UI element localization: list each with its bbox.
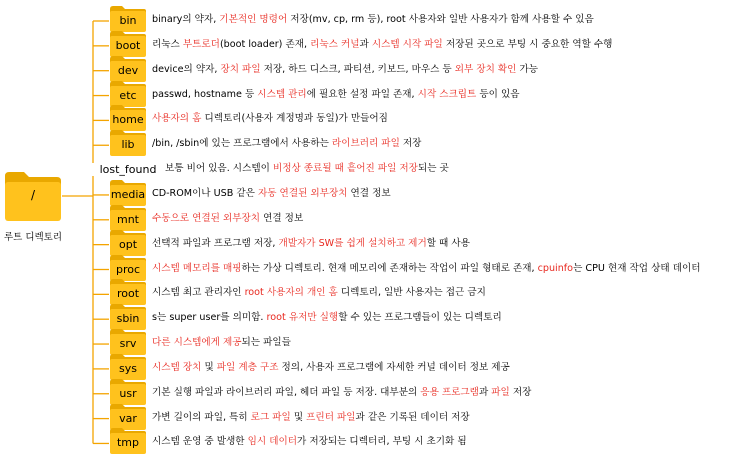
folder-lost-found — [99, 154, 157, 182]
highlighted-text: 수동으로 연결된 외부장치 — [152, 212, 261, 224]
directory-description — [152, 238, 470, 250]
description-text: 디렉토리(사용자 계정명과 동일)가 만들어짐 — [201, 113, 388, 125]
highlighted-text: 시스템 메모리를 매핑 — [152, 262, 242, 274]
description-text: 에 필요한 설정 파일 존재, — [306, 88, 418, 100]
highlighted-text: 시스템 관리 — [257, 88, 307, 100]
directory-description — [152, 188, 391, 200]
folder-srv — [109, 328, 147, 356]
highlighted-text: 자동 연결된 외부장치 — [257, 187, 348, 199]
highlighted-text: 라이브러리 파일 — [331, 138, 400, 150]
folder-name: srv — [119, 337, 137, 351]
description-text: 보통 비어 있음. 시스템이 — [165, 163, 273, 175]
description-text: 기본 실행 파일과 라이브러리 파일, 헤더 파일 등 저장. 대부분의 — [152, 386, 421, 398]
folder-name: var — [119, 411, 137, 425]
highlighted-text: 시스템 장치 — [152, 361, 202, 373]
description-text: passwd, hostname 등 — [152, 88, 258, 100]
directory-description — [152, 213, 303, 225]
folder-bin — [109, 5, 147, 33]
highlighted-text: 다른 시스템에게 제공 — [152, 337, 242, 349]
folder-sys — [109, 353, 147, 381]
root-caption: 루트 디렉토리 — [3, 232, 63, 243]
folder-name: boot — [115, 38, 141, 52]
description-text: 시스템 운영 중 발생한 — [152, 436, 248, 448]
directory-description — [152, 263, 701, 275]
description-text: 는 CPU 현재 작업 상태 데이터 — [573, 262, 701, 274]
highlighted-text: root 유저만 실행 — [266, 312, 339, 324]
highlighted-text: root 사용자의 개인 홈 — [244, 287, 338, 299]
directory-description — [152, 436, 467, 448]
description-text: 연결 정보 — [347, 187, 391, 199]
folder-name: tmp — [116, 436, 139, 450]
folder-name: root — [116, 287, 140, 301]
folder-mnt — [109, 204, 147, 232]
folder-var — [109, 403, 147, 431]
description-text: 과 같은 기록된 데이터 저장 — [355, 411, 470, 423]
highlighted-text: 기본적인 명령어 — [219, 14, 288, 25]
description-text: 가능 — [516, 63, 539, 75]
highlighted-text: 사용자의 홈 — [152, 113, 202, 125]
folder-lib — [109, 129, 147, 157]
highlighted-text: 응용 프로그램 — [420, 386, 479, 398]
folder-etc — [109, 80, 147, 108]
folder-name: opt — [118, 237, 138, 251]
directory-description — [152, 138, 421, 150]
folder-sbin — [109, 303, 147, 331]
description-text: 정의, 사용자 프로그램에 자세한 커널 데이터 정보 제공 — [278, 361, 510, 373]
description-text: 되는 파일들 — [241, 337, 291, 349]
description-text: 디렉토리, 일반 사용자는 접근 금지 — [337, 287, 486, 299]
directory-description — [152, 312, 502, 324]
description-text: 시스템 최고 관리자인 — [152, 287, 245, 299]
description-text: 저장된 곳으로 부팅 시 중요한 역할 수행 — [442, 38, 613, 50]
description-text: 연결 정보 — [260, 212, 304, 224]
highlighted-text: 시작 스크립트 — [417, 88, 477, 100]
folder-name: dev — [117, 63, 139, 77]
directory-description — [152, 287, 486, 299]
folder-name: etc — [119, 88, 137, 102]
folder-name: lost_found — [87, 163, 169, 176]
description-text: 가 저장되는 디렉터리, 부팅 시 초기화 됨 — [297, 436, 467, 448]
description-text: (boot loader) 존재, — [219, 38, 311, 50]
highlighted-text: 외부 장치 확인 — [454, 63, 517, 75]
folder-name: lib — [121, 138, 135, 152]
description-text: 저장 — [509, 386, 532, 398]
folder-usr — [109, 378, 147, 406]
description-text: 할 수 있는 프로그램들이 있는 디렉토리 — [338, 312, 502, 324]
description-text: device의 약자, — [152, 63, 221, 75]
root-folder-icon — [4, 170, 62, 222]
description-text: 과 — [359, 38, 372, 50]
folder-media — [109, 179, 147, 207]
directory-description — [152, 113, 388, 125]
highlighted-text: 프린터 파일 — [306, 411, 356, 423]
description-text: 되는 곳 — [417, 163, 449, 175]
description-text: 저장, 하드 디스크, 파티션, 키보드, 마우스 등 — [260, 63, 455, 75]
directory-description — [152, 387, 531, 399]
folder-name: sys — [119, 361, 137, 375]
description-text: 하는 가상 디렉토리. 현재 메모리에 존재하는 작업이 파일 형태로 존재, — [241, 262, 538, 274]
folder-name: bin — [119, 14, 137, 27]
description-text: 저장 — [399, 138, 422, 150]
highlighted-text: 파일 계층 구조 — [216, 361, 279, 373]
description-text: 가변 길이의 파일, 특히 — [152, 411, 251, 423]
highlighted-text: 장치 파일 — [220, 63, 261, 75]
directory-description — [152, 362, 510, 374]
root-folder-label: / — [30, 188, 36, 202]
directory-description — [165, 163, 449, 175]
folder-name: home — [112, 113, 144, 127]
highlighted-text: cpuinfo — [537, 262, 574, 274]
description-text: binary의 약자, — [152, 14, 220, 25]
description-text: 리눅스 — [152, 38, 183, 50]
folder-name: mnt — [117, 212, 139, 226]
highlighted-text: 리눅스 커널 — [310, 38, 360, 50]
description-text: 및 — [201, 361, 217, 373]
highlighted-text: 파일 — [491, 386, 510, 398]
highlighted-text: 개발자가 SW를 쉽게 설치하고 제거 — [278, 237, 427, 249]
directory-description — [152, 14, 594, 26]
folder-home — [109, 104, 147, 132]
folder-name: media — [110, 187, 146, 201]
folder-dev — [109, 55, 147, 83]
directory-description — [152, 412, 470, 424]
description-text: 저장(mv, cp, rm 등), root 사용자와 일반 사용자가 함께 사용할 수 있음 — [287, 14, 594, 25]
highlighted-text: 임시 데이터 — [247, 436, 297, 448]
directory-description — [152, 64, 538, 76]
folder-tmp — [109, 427, 147, 455]
directory-description — [152, 337, 291, 349]
directory-description — [152, 89, 520, 101]
description-text: CD-ROM이나 USB 같은 — [152, 187, 258, 199]
description-text: 할 때 사용 — [426, 237, 470, 249]
folder-root — [109, 278, 147, 306]
folder-name: proc — [115, 262, 141, 276]
description-text: /bin, /sbin에 있는 프로그램에서 사용하는 — [152, 138, 332, 150]
folder-name: usr — [119, 386, 137, 400]
description-text: s는 super user를 의미함. — [152, 312, 267, 324]
highlighted-text: 부트로더 — [182, 38, 220, 50]
folder-name: sbin — [116, 312, 140, 326]
folder-proc — [109, 254, 147, 282]
highlighted-text: 시스템 시작 파일 — [371, 38, 443, 50]
folder-opt — [109, 229, 147, 257]
highlighted-text: 비정상 종료될 때 흩어진 파일 저장 — [272, 163, 418, 175]
directory-description — [152, 39, 612, 51]
description-text: 등이 있음 — [476, 88, 520, 100]
description-text: 선택적 파일과 프로그램 저장, — [152, 237, 279, 249]
highlighted-text: 로그 파일 — [250, 411, 291, 423]
description-text: 과 — [478, 386, 492, 398]
folder-boot — [109, 30, 147, 58]
description-text: 및 — [290, 411, 307, 423]
